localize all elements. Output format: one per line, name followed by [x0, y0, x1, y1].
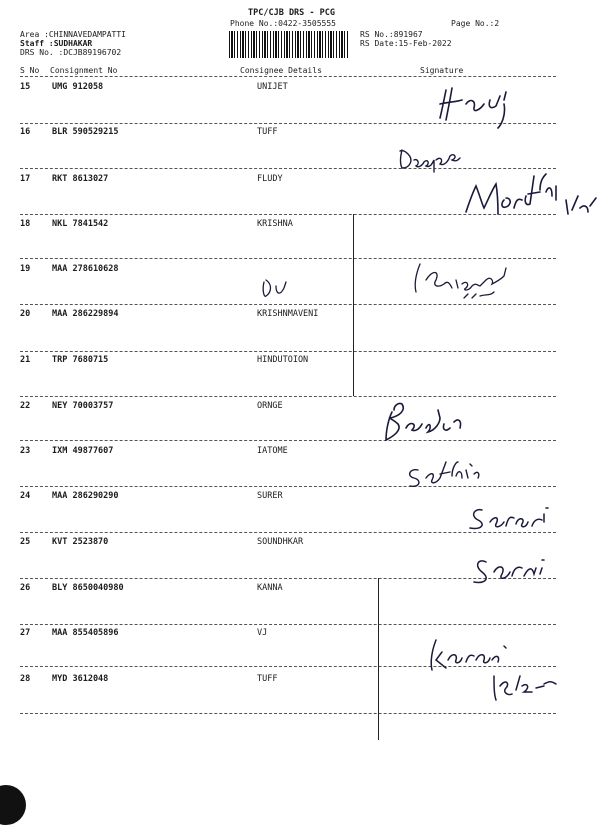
- row-consignee: FLUDY: [257, 174, 283, 184]
- row-consignee: TUFF: [257, 127, 278, 137]
- row-consignee: UNIJET: [257, 82, 288, 92]
- row-consignee: TUFF: [257, 674, 278, 684]
- row-consignment: MAA 278610628: [52, 264, 119, 274]
- row-consignment: NEY 70003757: [52, 401, 114, 411]
- drs-number: DRS No. :DCJB89196702: [20, 48, 122, 57]
- signature-row-17: [466, 174, 596, 214]
- row-consignee: VJ: [257, 628, 268, 638]
- row-sno: 25: [20, 537, 31, 547]
- signature-row-22: [386, 403, 461, 440]
- signature-row-24: [470, 508, 548, 528]
- signature-row-23: [410, 462, 479, 486]
- row-consignee: IATOME: [257, 446, 288, 456]
- rs-date: RS Date:15-Feb-2022: [360, 39, 452, 48]
- rs-number: RS No.:891967: [360, 30, 423, 39]
- row-consignment: UMG 912058: [52, 82, 104, 92]
- row-sno: 22: [20, 401, 31, 411]
- signature-row-15: [440, 88, 506, 128]
- col-consignee: Consignee Details: [240, 66, 322, 75]
- row-consignment: TRP 7680715: [52, 355, 109, 365]
- row-consignment: MAA 286290290: [52, 491, 119, 501]
- row-consignee: SOUNDHKAR: [257, 537, 304, 547]
- signature-row-19: [415, 264, 506, 298]
- row-consignment: MAA 286229894: [52, 309, 119, 319]
- row-consignee: KRISHNMAVENI: [257, 309, 319, 319]
- row-sno: 16: [20, 127, 31, 137]
- row-consignment: NKL 7841542: [52, 219, 109, 229]
- row-consignment: KVT 2523870: [52, 537, 109, 547]
- row-consignee: KANNA: [257, 583, 283, 593]
- row-consignment: MAA 855405896: [52, 628, 119, 638]
- row-sno: 20: [20, 309, 31, 319]
- row-consignee: KRISHNA: [257, 219, 293, 229]
- row-consignment: MYD 3612048: [52, 674, 109, 684]
- col-signature: Signature: [420, 66, 464, 75]
- signature-row-25: [474, 560, 544, 582]
- report-title: TPC/CJB DRS - PCG: [248, 8, 335, 18]
- row-sno: 17: [20, 174, 31, 184]
- row-sno: 19: [20, 264, 31, 274]
- row-consignment: BLY 8650040980: [52, 583, 124, 593]
- row-consignment: IXM 49877607: [52, 446, 114, 456]
- row-consignee: SURER: [257, 491, 283, 501]
- row-sno: 26: [20, 583, 31, 593]
- row-consignment: RKT 8613027: [52, 174, 109, 184]
- row-sno: 23: [20, 446, 31, 456]
- col-consignment: Consignment No: [50, 66, 118, 75]
- page-number: Page No.:2: [451, 19, 500, 28]
- row-sno: 24: [20, 491, 31, 501]
- phone-number: Phone No.:0422-3505555: [230, 19, 336, 28]
- area-label: Area :CHINNAVEDAMPATTI: [20, 30, 126, 39]
- row-sno: 27: [20, 628, 31, 638]
- row-sno: 21: [20, 355, 31, 365]
- row-consignment: BLR 590529215: [52, 127, 119, 137]
- row-sno: 28: [20, 674, 31, 684]
- row-sno: 15: [20, 82, 31, 92]
- row-consignee: ORNGE: [257, 401, 283, 411]
- row-consignee: HINDUTOION: [257, 355, 309, 365]
- col-sno: S No: [20, 66, 40, 75]
- signature-row-16: [400, 150, 460, 172]
- signature-row-27: [431, 640, 556, 700]
- signature-row-19-initials: [263, 280, 286, 296]
- row-sno: 18: [20, 219, 31, 229]
- staff-label: Staff :SUDHAKAR: [20, 39, 93, 48]
